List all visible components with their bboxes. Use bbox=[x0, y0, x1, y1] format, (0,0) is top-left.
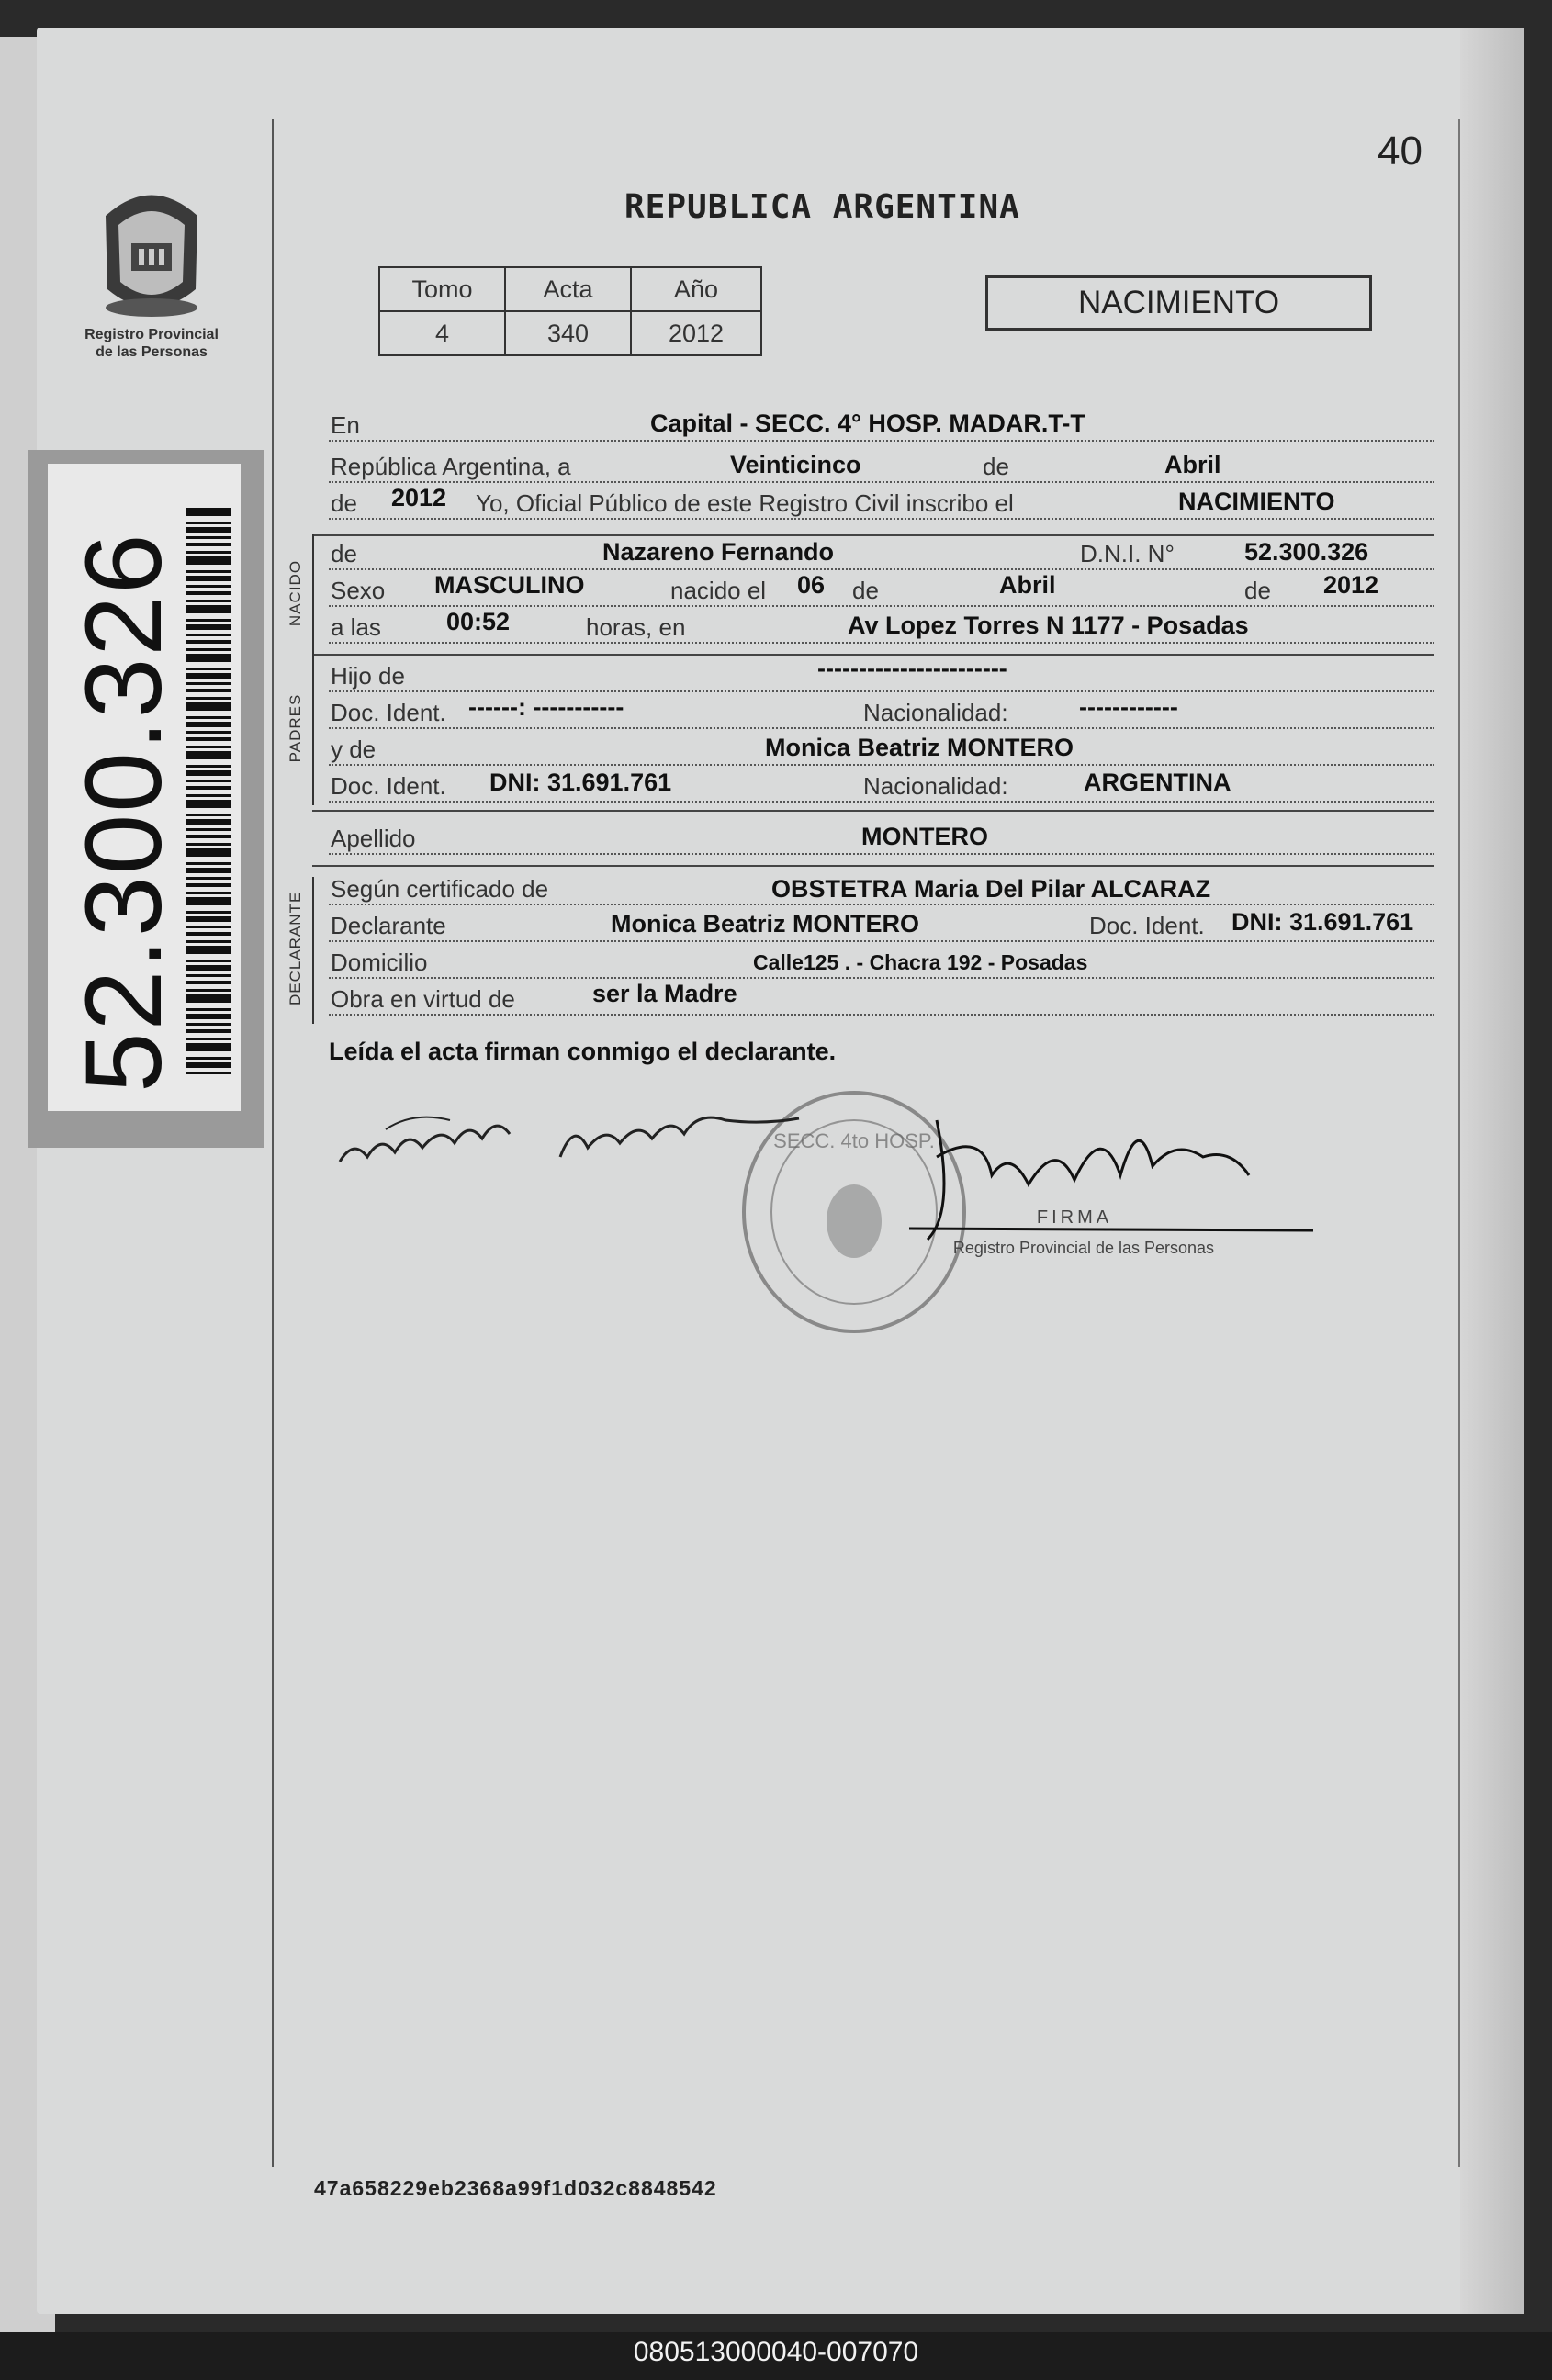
barcode-bar bbox=[186, 800, 231, 808]
barcode-bar bbox=[186, 619, 231, 622]
barcode-bar bbox=[186, 751, 231, 759]
barcode-bar bbox=[186, 576, 231, 581]
label-father-nat: Nacionalidad: bbox=[863, 699, 1012, 727]
barcode-bar bbox=[186, 770, 231, 776]
label-yo: Yo, Oficial Público de este Registro Civil inscribo el bbox=[476, 489, 1018, 518]
row-sexo bbox=[329, 571, 1434, 611]
value-apellido: MONTERO bbox=[861, 823, 988, 850]
logo-caption bbox=[55, 326, 248, 361]
barcode-bar bbox=[186, 946, 231, 954]
barcode-bar bbox=[186, 897, 231, 905]
page-number: 40 bbox=[1378, 129, 1423, 174]
provincial-coat-of-arms-icon bbox=[87, 179, 216, 326]
barcode-bar bbox=[186, 862, 231, 865]
barcode-bar bbox=[186, 994, 231, 1003]
label-de-name: de bbox=[331, 540, 361, 568]
barcode-bar bbox=[186, 716, 231, 719]
label-father-doc: Doc. Ident. bbox=[331, 699, 450, 727]
barcode-bar bbox=[186, 640, 231, 644]
barcode-bar bbox=[186, 605, 231, 613]
label-dni: D.N.I. N° bbox=[1080, 540, 1178, 568]
row-a-las bbox=[329, 608, 1434, 647]
barcode-bar bbox=[186, 591, 231, 595]
barcode-bar bbox=[186, 926, 231, 928]
value-birth-place: Av Lopez Torres N 1177 - Posadas bbox=[848, 612, 1249, 639]
barcode-bar bbox=[186, 682, 231, 685]
verification-hash: 47a658229eb2368a99f1d032c8848542 bbox=[314, 2176, 717, 2200]
officer-stamp-text: FIRMA bbox=[1036, 1207, 1113, 1228]
value-tomo: 4 bbox=[379, 311, 505, 355]
barcode-bar bbox=[186, 731, 231, 734]
barcode-bar bbox=[186, 981, 231, 984]
barcode-bar bbox=[186, 911, 231, 914]
barcode-bar bbox=[186, 1014, 231, 1019]
value-day: Veinticinco bbox=[730, 451, 861, 478]
label-declarante-doc: Doc. Ident. bbox=[1089, 912, 1209, 940]
value-child-name: Nazareno Fernando bbox=[602, 538, 835, 566]
barcode-bar bbox=[186, 673, 231, 679]
value-segun: OBSTETRA Maria Del Pilar ALCARAZ bbox=[771, 875, 1211, 903]
value-inscribe: NACIMIENTO bbox=[1178, 488, 1335, 515]
value-child-dni: 52.300.326 bbox=[1244, 538, 1369, 566]
value-birth-day: 06 bbox=[797, 571, 826, 599]
row-obra bbox=[329, 982, 1434, 1019]
nacido-bracket bbox=[312, 534, 314, 654]
barcode-bar bbox=[186, 1062, 231, 1068]
barcode-bar bbox=[186, 668, 231, 670]
padres-bracket bbox=[312, 654, 314, 805]
logo-caption-line2: de las Personas bbox=[96, 344, 208, 360]
barcode-bar bbox=[186, 697, 231, 700]
value-month: Abril bbox=[1164, 451, 1221, 478]
barcode-bar bbox=[186, 965, 231, 971]
row-en bbox=[329, 409, 1434, 445]
barcode-bar bbox=[186, 940, 231, 943]
barcode-bar bbox=[186, 932, 231, 936]
barcode-bar bbox=[186, 1023, 231, 1026]
value-declarante-doc: DNI: 31.691.761 bbox=[1231, 908, 1414, 936]
barcode-bar bbox=[186, 1057, 231, 1060]
row-domicilio bbox=[329, 946, 1434, 982]
barcode-bar bbox=[186, 835, 231, 838]
barcode-bar bbox=[186, 689, 231, 692]
barcode-bar bbox=[186, 585, 231, 588]
row-hijo-de bbox=[329, 655, 1434, 696]
header-acta: Acta bbox=[505, 267, 631, 311]
barcode-label bbox=[48, 464, 241, 1111]
left-margin-rule bbox=[272, 119, 274, 2167]
barcode-bar bbox=[186, 551, 231, 554]
barcode-bars-icon bbox=[186, 505, 231, 1074]
barcode-bar bbox=[186, 1029, 231, 1033]
barcode-bar bbox=[186, 600, 231, 602]
barcode-bar bbox=[186, 722, 231, 727]
value-mother: Monica Beatriz MONTERO bbox=[765, 734, 1074, 761]
document-type-box: NACIMIENTO bbox=[985, 275, 1372, 331]
seal-text: SECC. 4to HOSP. bbox=[773, 1129, 935, 1152]
barcode-bar bbox=[186, 848, 231, 857]
acta-table-value-row bbox=[379, 311, 761, 355]
barcode-bar bbox=[186, 765, 231, 768]
barcode-bar bbox=[186, 868, 231, 873]
label-republica: República Argentina, a bbox=[331, 453, 575, 481]
barcode-bar bbox=[186, 780, 231, 782]
page-edge-shadow bbox=[1460, 28, 1524, 2314]
barcode-bar bbox=[186, 1043, 231, 1051]
barcode-bar bbox=[186, 974, 231, 977]
row-mother-doc bbox=[329, 769, 1434, 806]
value-father: ----------------------- bbox=[817, 655, 1007, 682]
label-hijo-de: Hijo de bbox=[331, 662, 409, 690]
declarant-signature-icon bbox=[331, 1083, 808, 1194]
barcode-bar bbox=[186, 1072, 231, 1074]
closing-statement: Leída el acta firman conmigo el declarante. bbox=[329, 1038, 837, 1065]
barcode-bar bbox=[186, 522, 231, 524]
row-apellido bbox=[329, 822, 1434, 859]
separator-apellido bbox=[312, 810, 1434, 812]
barcode-bar bbox=[186, 654, 231, 662]
label-de-birth-year: de bbox=[1244, 577, 1275, 605]
officer-signature-icon bbox=[900, 1102, 1332, 1267]
barcode-bar bbox=[186, 570, 231, 573]
barcode-bar bbox=[186, 814, 231, 816]
barcode-bar bbox=[186, 877, 231, 880]
value-birth-time: 00:52 bbox=[446, 608, 511, 635]
value-sexo: MASCULINO bbox=[434, 571, 585, 599]
separator-nacido bbox=[312, 534, 1434, 536]
barcode-bar bbox=[186, 737, 231, 741]
barcode-bar bbox=[186, 828, 231, 831]
section-label-padres: PADRES bbox=[287, 693, 304, 763]
label-de-month: de bbox=[983, 453, 1013, 481]
barcode-bar bbox=[186, 843, 231, 846]
barcode-bar bbox=[186, 786, 231, 790]
barcode-bar bbox=[186, 536, 231, 539]
row-yo bbox=[329, 484, 1434, 523]
section-label-declarante: DECLARANTE bbox=[287, 891, 304, 1005]
value-year: 2012 bbox=[391, 484, 447, 511]
label-declarante: Declarante bbox=[331, 912, 450, 940]
acta-table bbox=[378, 266, 762, 356]
value-en: Capital - SECC. 4° HOSP. MADAR.T-T bbox=[650, 410, 1085, 437]
value-mother-nat: ARGENTINA bbox=[1084, 769, 1231, 796]
declarante-bracket bbox=[312, 877, 314, 1024]
separator-declarante bbox=[312, 865, 1434, 867]
barcode-bar bbox=[186, 624, 231, 630]
label-y-de: y de bbox=[331, 735, 379, 764]
barcode-bar bbox=[186, 892, 231, 894]
label-domicilio: Domicilio bbox=[331, 949, 431, 977]
label-mother-nat: Nacionalidad: bbox=[863, 772, 1012, 801]
right-margin-rule bbox=[1458, 119, 1460, 2167]
label-horas-en: horas, en bbox=[586, 613, 689, 642]
row-declarante bbox=[329, 909, 1434, 946]
label-en: En bbox=[331, 411, 364, 440]
archive-id: 080513000040-007070 bbox=[633, 2337, 919, 2367]
barcode-bar bbox=[186, 648, 231, 651]
acta-table-header-row bbox=[379, 267, 761, 311]
value-ano: 2012 bbox=[631, 311, 761, 355]
barcode-bar bbox=[186, 1038, 231, 1040]
header-tomo: Tomo bbox=[379, 267, 505, 311]
value-birth-month: Abril bbox=[999, 571, 1056, 599]
row-nacido-name bbox=[329, 537, 1434, 574]
barcode-bar bbox=[186, 556, 231, 565]
barcode-bar bbox=[186, 1008, 231, 1011]
barcode-number: 52.300.326 bbox=[63, 532, 185, 1093]
value-mother-doc: DNI: 31.691.761 bbox=[489, 769, 672, 796]
label-sexo: Sexo bbox=[331, 577, 388, 605]
header-title: REPUBLICA ARGENTINA bbox=[624, 188, 1020, 226]
row-republica bbox=[329, 450, 1434, 487]
label-mother-doc: Doc. Ident. bbox=[331, 772, 450, 801]
barcode-bar bbox=[186, 527, 231, 533]
value-domicilio: Calle125 . - Chacra 192 - Posadas bbox=[753, 950, 1088, 974]
header-ano: Año bbox=[631, 267, 761, 311]
barcode-bar bbox=[186, 543, 231, 546]
row-father-doc bbox=[329, 693, 1434, 733]
value-acta: 340 bbox=[505, 311, 631, 355]
label-nacido-el: nacido el bbox=[670, 577, 770, 605]
barcode-bar bbox=[186, 508, 231, 516]
label-apellido: Apellido bbox=[331, 825, 420, 853]
value-birth-year: 2012 bbox=[1323, 571, 1379, 599]
value-father-nat: ------------ bbox=[1079, 693, 1178, 721]
row-y-de bbox=[329, 733, 1434, 769]
label-de-birth-month: de bbox=[852, 577, 883, 605]
label-de-year: de bbox=[331, 489, 361, 518]
barcode-bar bbox=[186, 819, 231, 825]
officer-stamp-footer: Registro Provincial de las Personas bbox=[952, 1239, 1215, 1257]
barcode-bar bbox=[186, 883, 231, 887]
barcode-bar bbox=[186, 702, 231, 711]
value-declarante: Monica Beatriz MONTERO bbox=[611, 910, 920, 937]
label-segun: Según certificado de bbox=[331, 875, 552, 904]
barcode-bar bbox=[186, 916, 231, 922]
barcode-bar bbox=[186, 746, 231, 748]
barcode-bar bbox=[186, 989, 231, 992]
barcode-bar bbox=[186, 794, 231, 797]
value-obra: ser la Madre bbox=[592, 980, 737, 1007]
value-father-doc: ------: ----------- bbox=[468, 693, 624, 721]
barcode-bar bbox=[186, 634, 231, 636]
label-obra: Obra en virtud de bbox=[331, 985, 519, 1014]
barcode-bar bbox=[186, 960, 231, 962]
logo-caption-line1: Registro Provincial bbox=[84, 327, 219, 342]
row-segun bbox=[329, 872, 1434, 909]
label-a-las: a las bbox=[331, 613, 385, 642]
section-label-nacido: NACIDO bbox=[287, 559, 304, 627]
